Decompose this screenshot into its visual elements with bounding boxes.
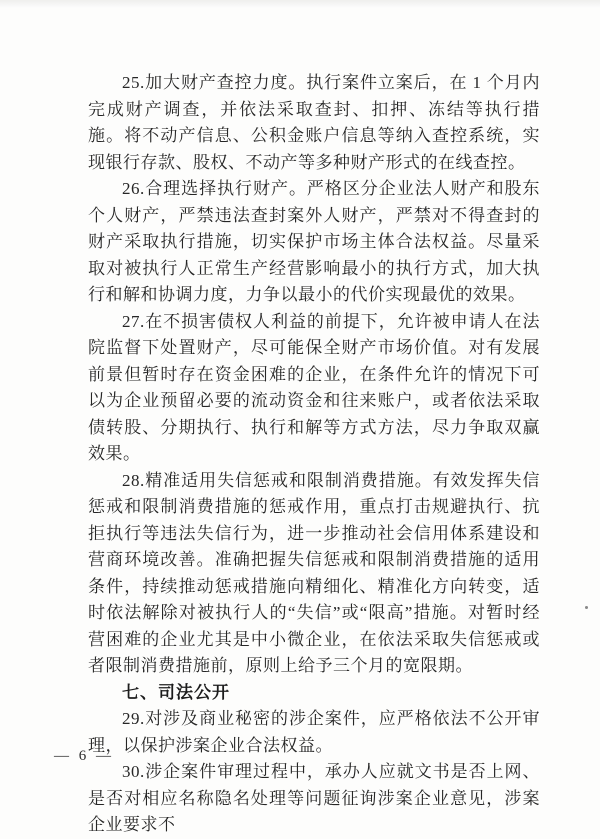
paragraph: 27.在不损害债权人利益的前提下，允许被申请人在法院监督下处置财产，尽可能保全财产市场价值。对有发展前景但暂时存在资金困难的企业，在条件允许的情况下可以为企业预留必要的流动资金和往来账户，或者依法采取债转股、分期执行、执行和解等方式方法，尽力争取双赢效果。 [88,311,540,463]
paragraph: 26.合理选择执行财产。严格区分企业法人财产和股东个人财产，严禁违法查封案外人财产，严禁对不得查封的财产采取执行措施，切实保护市场主体合法权益。尽量采取对被执行人正常生产经营影响最小的执行方式，加大执行和解和协调力度，力争以最小的代价实现最优的效果。 [88,179,540,304]
paragraph: 28.精准适用失信惩戒和限制消费措施。有效发挥失信惩戒和限制消费措施的惩戒作用，重点打击规避执行、抗拒执行等违法失信行为，进一步推动社会信用体系建设和营商环境改善。准确把握失信惩戒和限制消费措施的适用条件，持续推动惩戒措施向精细化、精准化方向转变，适时依法解除对被执行人的“失信”或“限高”措施。对暂时经营困难的企业尤其是中小微企业，在依法采取失信惩戒或者限制消费措施前，原则上给予三个月的宽限期。 [88,470,540,675]
paragraph: 25.加大财产查控力度。执行案件立案后，在 1 个月内完成财产调查，并依法采取查封、扣押、冻结等执行措施。将不动产信息、公积金账户信息等纳入查控系统，实现银行存款、股权、不动产等多种财产形式的在线查控。 [88,73,540,172]
scan-speck [585,606,588,609]
paragraph: 29.对涉及商业秘密的涉企案件，应严格依法不公开审理，以保护涉案企业合法权益。 [88,709,540,755]
paragraph: 30.涉企案件审理过程中，承办人应就文书是否上网、是否对相应名称隐名处理等问题征询涉案企业意见，涉案企业要求不 [88,762,540,834]
section-heading: 七、司法公开 [122,682,230,702]
document-body [88,70,540,839]
page-number: — 6 — [54,748,114,764]
